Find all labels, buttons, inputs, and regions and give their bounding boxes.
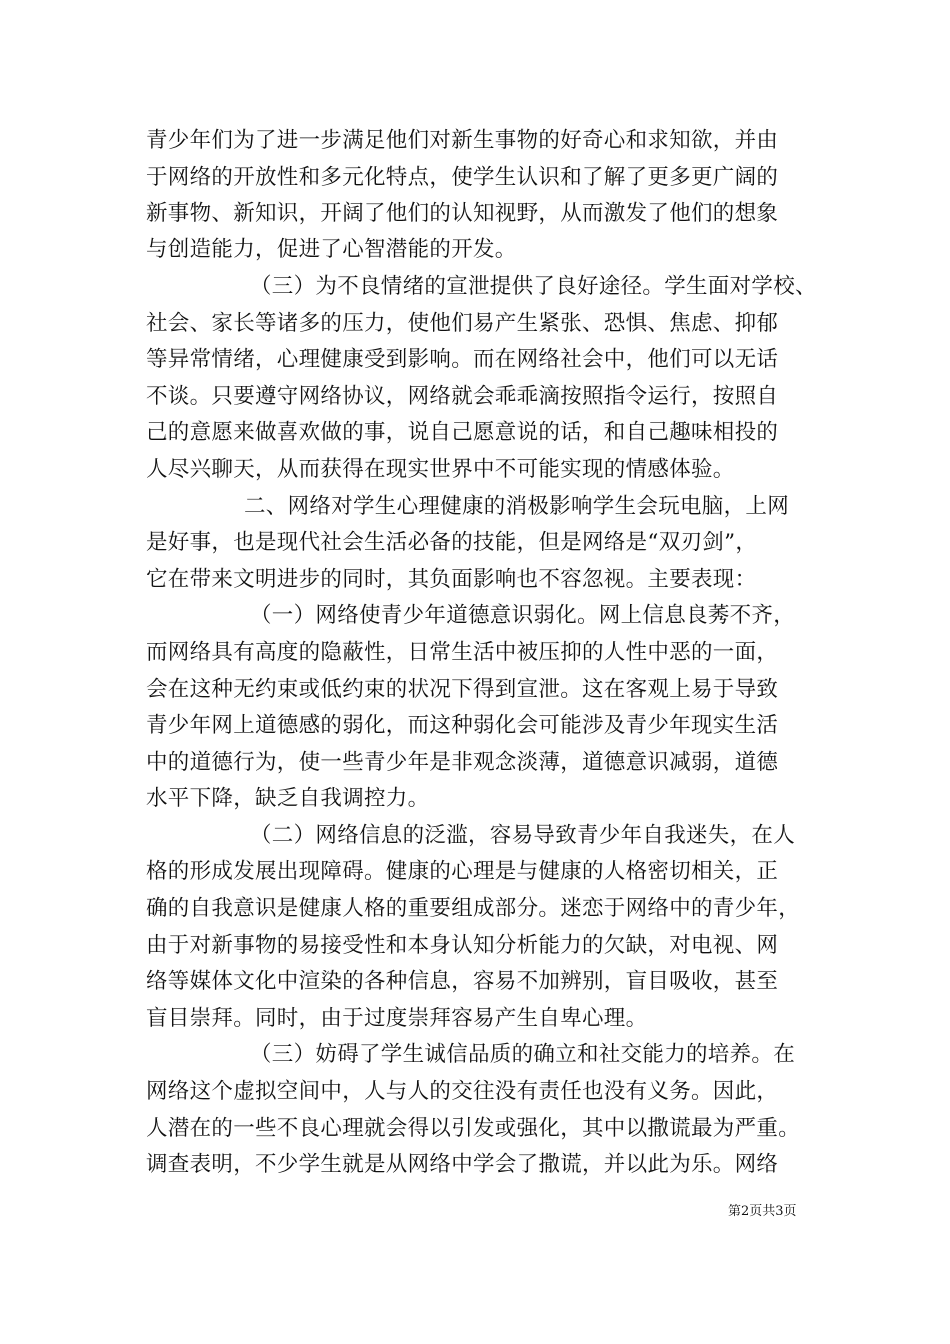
paragraph-start-line: （三）妨碍了学生诚信品质的确立和社交能力的培养。在 — [250, 1042, 796, 1067]
paragraph-start-line: （三）为不良情绪的宣泄提供了良好途径。学生面对学校、 — [250, 274, 817, 299]
text-line: 由于对新事物的易接受性和本身认知分析能力的欠缺，对电视、网 — [146, 933, 779, 958]
text-line: 人尽兴聊天，从而获得在现实世界中不可能实现的情感体验。 — [146, 457, 735, 482]
text-line: 络等媒体文化中渲染的各种信息，容易不加辨别，盲目吸收，甚至 — [146, 969, 779, 994]
page-number-footer: 第2页共3页 — [728, 1204, 797, 1219]
text-line: 网络这个虚拟空间中，人与人的交往没有责任也没有义务。因此， — [146, 1079, 779, 1104]
text-line: 调查表明，不少学生就是从网络中学会了撒谎，并以此为乐。网络 — [146, 1152, 779, 1177]
text-line: 中的道德行为，使一些青少年是非观念淡薄，道德意识减弱，道德 — [146, 750, 779, 775]
text-line: 它在带来文明进步的同时，其负面影响也不容忽视。主要表现： — [146, 567, 757, 592]
text-line: 格的形成发展出现障碍。健康的心理是与健康的人格密切相关，正 — [146, 859, 779, 884]
text-line: 新事物、新知识，开阔了他们的认知视野，从而激发了他们的想象 — [146, 201, 779, 226]
paragraph-start-line: （一）网络使青少年道德意识弱化。网上信息良莠不齐， — [250, 603, 796, 628]
text-line: 确的自我意识是健康人格的重要组成部分。迷恋于网络中的青少年， — [146, 896, 801, 921]
text-line: 人潜在的一些不良心理就会得以引发或强化，其中以撒谎最为严重。 — [146, 1116, 801, 1141]
text-line: 社会、家长等诸多的压力，使他们易产生紧张、恐惧、焦虑、抑郁 — [146, 311, 779, 336]
text-line: 而网络具有高度的隐蔽性，日常生活中被压抑的人性中恶的一面， — [146, 640, 779, 665]
text-line: 于网络的开放性和多元化特点，使学生认识和了解了更多更广阔的 — [146, 165, 779, 190]
paragraph-start-line: （二）网络信息的泛滥，容易导致青少年自我迷失，在人 — [250, 823, 796, 848]
text-line: 是好事，也是现代社会生活必备的技能，但是网络是“双刃剑”， — [146, 530, 758, 555]
text-line: 等异常情绪，心理健康受到影响。而在网络社会中，他们可以无话 — [146, 347, 779, 372]
text-line: 与创造能力，促进了心智潜能的开发。 — [146, 237, 517, 262]
text-line: 己的意愿来做喜欢做的事，说自己愿意说的话，和自己趣味相投的 — [146, 420, 779, 445]
text-line: 会在这种无约束或低约束的状况下得到宣泄。这在客观上易于导致 — [146, 677, 779, 702]
text-line: 水平下降，缺乏自我调控力。 — [146, 786, 430, 811]
text-line: 不谈。只要遵守网络协议，网络就会乖乖滴按照指令运行，按照自 — [146, 384, 779, 409]
text-line: 盲目崇拜。同时，由于过度崇拜容易产生自卑心理。 — [146, 1006, 648, 1031]
text-line: 青少年网上道德感的弱化，而这种弱化会可能涉及青少年现实生活 — [146, 713, 779, 738]
paragraph-start-line: 二、网络对学生心理健康的消极影响学生会玩电脑，上网 — [244, 494, 790, 519]
text-line: 青少年们为了进一步满足他们对新生事物的好奇心和求知欲，并由 — [146, 128, 779, 153]
